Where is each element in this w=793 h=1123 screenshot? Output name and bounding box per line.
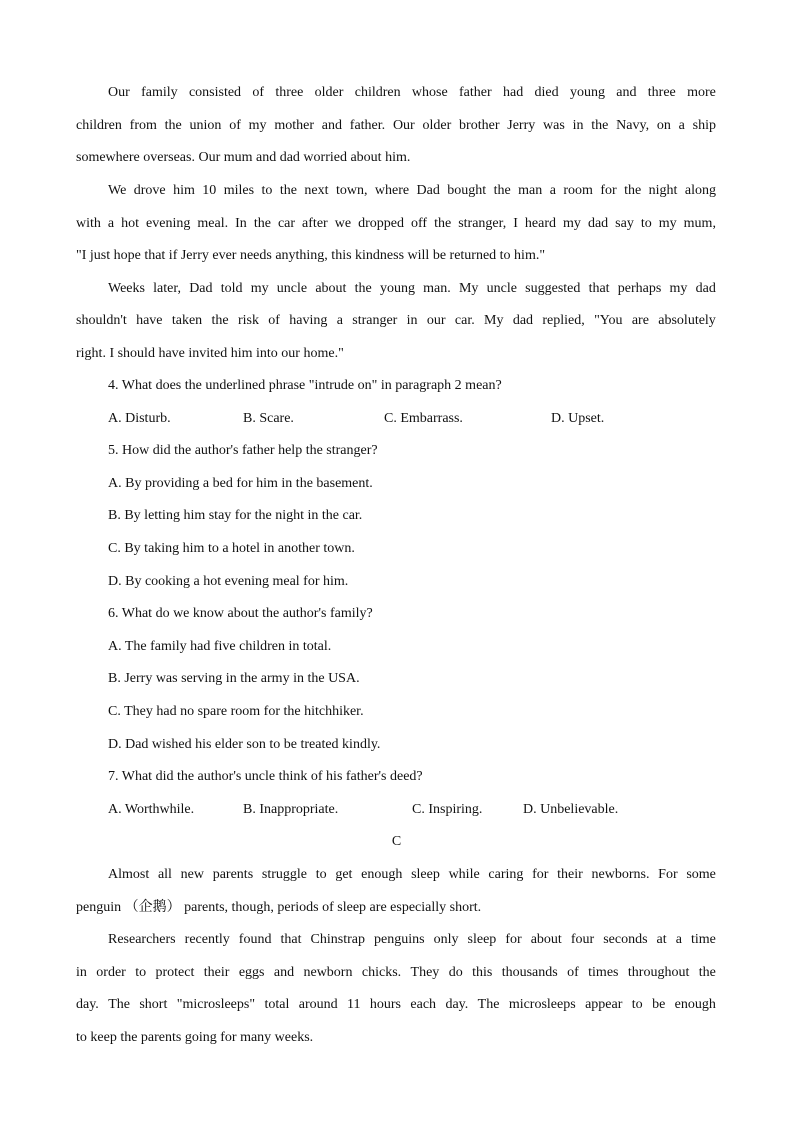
question-7-option-a: A. Worthwhile. — [108, 802, 195, 817]
text-line: Almost all new parents struggle to get enough sleep while caring for their newborns. For some — [108, 867, 716, 882]
question-4-option-d: D. Upset. — [551, 411, 605, 426]
text-line: Weeks later, Dad told my uncle about the young man. My uncle suggested that perhaps my dad — [108, 281, 716, 296]
question-6-option-d: D. Dad wished his elder son to be treated kindly. — [108, 737, 381, 752]
question-7-option-c: C. Inspiring. — [412, 802, 483, 817]
text-line: day. The short "microsleeps" total around 11 hours each day. The microsleeps appear to be enough — [76, 997, 716, 1012]
text-line: somewhere overseas. Our mum and dad worried about him. — [76, 150, 411, 165]
text-line: Researchers recently found that Chinstrap penguins only sleep for about four seconds at a time — [108, 932, 716, 947]
question-6-stem: 6. What do we know about the author's family? — [108, 606, 373, 621]
question-7-options — [0, 800, 793, 820]
question-7-option-d: D. Unbelievable. — [523, 802, 619, 817]
question-4-options — [0, 409, 793, 429]
question-7-option-b: B. Inappropriate. — [243, 802, 339, 817]
question-6-option-c: C. They had no spare room for the hitchhiker. — [108, 704, 364, 719]
question-4-option-c: C. Embarrass. — [384, 411, 463, 426]
question-4-option-b: B. Scare. — [243, 411, 294, 426]
question-6-option-b: B. Jerry was serving in the army in the USA. — [108, 671, 360, 686]
text-line: penguin （企鹅） parents, though, periods of sleep are especially short. — [76, 900, 482, 915]
question-5-stem: 5. How did the author's father help the stranger? — [108, 443, 378, 458]
question-5-option-b: B. By letting him stay for the night in the car. — [108, 508, 363, 523]
question-4-stem: 4. What does the underlined phrase "intrude on" in paragraph 2 mean? — [108, 378, 502, 393]
text-line: "I just hope that if Jerry ever needs anything, this kindness will be returned to him." — [76, 248, 546, 263]
question-5-option-d: D. By cooking a hot evening meal for him. — [108, 574, 349, 589]
text-line: Our family consisted of three older children whose father had died young and three more — [108, 85, 716, 100]
question-5-option-c: C. By taking him to a hotel in another town. — [108, 541, 355, 556]
text-line: We drove him 10 miles to the next town, where Dad bought the man a room for the night along — [108, 183, 716, 198]
section-c-heading: C — [391, 834, 402, 849]
question-6-option-a: A. The family had five children in total. — [108, 639, 332, 654]
text-line: in order to protect their eggs and newborn chicks. They do this thousands of times throughout the — [76, 965, 716, 980]
text-line: with a hot evening meal. In the car after we dropped off the stranger, I heard my dad say to my mum, — [76, 216, 716, 231]
question-7-stem: 7. What did the author's uncle think of his father's deed? — [108, 769, 423, 784]
text-line: right. I should have invited him into our home." — [76, 346, 344, 361]
text-line: children from the union of my mother and father. Our older brother Jerry was in the Navy, on a ship — [76, 118, 716, 133]
text-line: to keep the parents going for many weeks. — [76, 1030, 314, 1045]
question-4-option-a: A. Disturb. — [108, 411, 171, 426]
question-5-option-a: A. By providing a bed for him in the basement. — [108, 476, 373, 491]
text-line: shouldn't have taken the risk of having a stranger in our car. My dad replied, "You are absolutely — [76, 313, 716, 328]
